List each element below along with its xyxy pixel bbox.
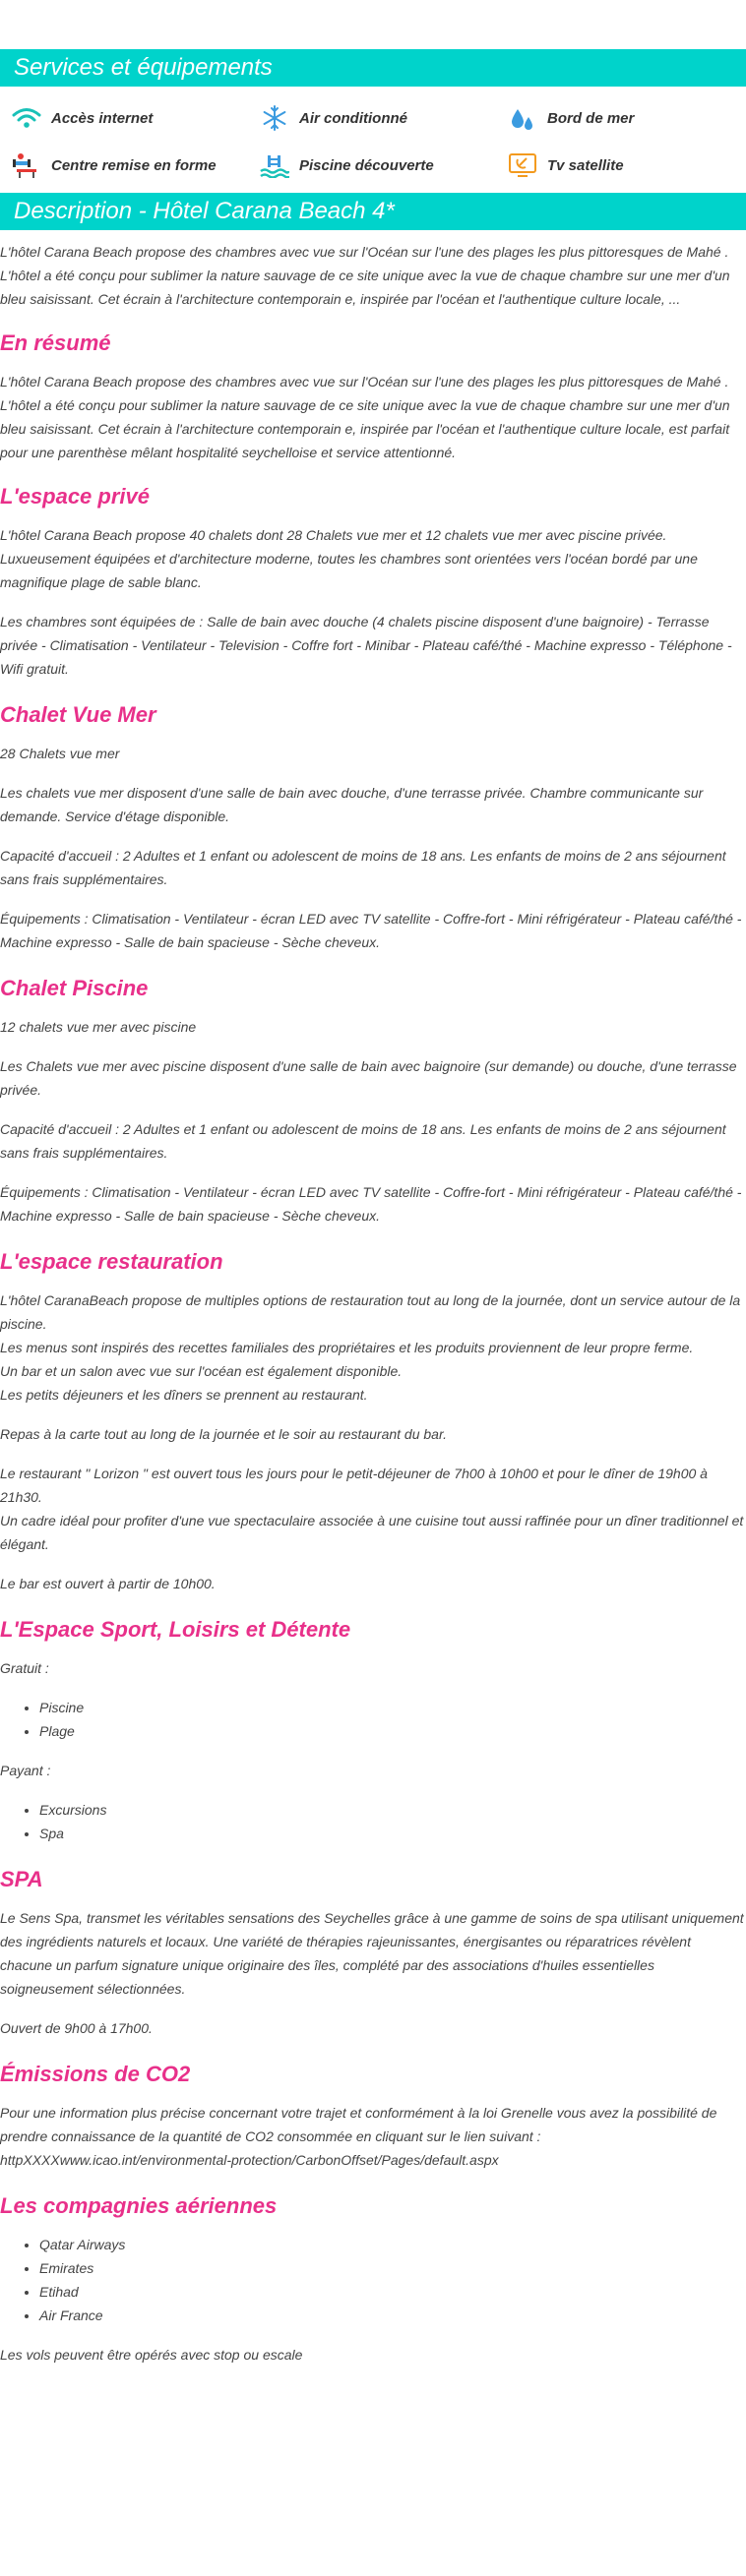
snowflake-icon [258, 102, 291, 134]
restauration-line: L'hôtel CaranaBeach propose de multiples options de restauration tout au long de la journée, dont un service autour de la piscine. [0, 1292, 741, 1332]
co2-link[interactable]: httpXXXXwww.icao.int/environmental-protection/CarbonOffset/Pages/default.aspx [0, 2152, 499, 2168]
restauration-paragraph: Le bar est ouvert à partir de 10h00. [0, 1576, 216, 1591]
satellite-tv-icon [506, 150, 539, 181]
description-content [0, 240, 746, 2366]
section-title-chalet-vue-mer: Chalet Vue Mer [0, 702, 156, 727]
service-label: Tv satellite [547, 156, 624, 174]
page [0, 49, 746, 2366]
service-label: Accès internet [51, 109, 154, 127]
wifi-icon [10, 102, 43, 134]
list-item: • Spa [39, 1822, 746, 1845]
list-item: • Qatar Airways [39, 2233, 746, 2256]
chalet-vue-mer-paragraph: Équipements : Climatisation - Ventilateur - écran LED avec TV satellite - Coffre-fort - Mini réfrigérateur - Plateau café/thé - Machine expresso - Salle de bain spacieuse - Sèche cheveux. [0, 911, 742, 950]
list-item: • Etihad [39, 2280, 746, 2304]
list-item: • Plage [39, 1719, 746, 1743]
services-title: Services et équipements [14, 54, 273, 81]
service-outdoor-pool [258, 150, 504, 181]
description-paragraph: L'hôtel a été conçu pour sublimer la nature sauvage de ce site unique avec la vue de chaque chambre sur une mer d'un bleu saisissant. Cet écrain à l'architecture contemporain e, inspirée par l'océan et l'authentique culture locale, ... [0, 268, 730, 307]
list-item: • Air France [39, 2304, 746, 2327]
outdoor-pool-icon [258, 150, 291, 181]
service-fitness [10, 150, 256, 181]
resume-paragraph: L'hôtel Carana Beach propose des chambres avec vue sur l'Océan sur l'une des plages les plus pittoresques de Mahé . [0, 374, 729, 389]
description-paragraph: L'hôtel Carana Beach propose des chambres avec vue sur l'Océan sur l'une des plages les plus pittoresques de Mahé . [0, 244, 729, 260]
chalet-piscine-paragraph: Équipements : Climatisation - Ventilateur - écran LED avec TV satellite - Coffre-fort - Mini réfrigérateur - Plateau café/thé - Machine expresso - Salle de bain spacieuse - Sèche cheveux. [0, 1184, 742, 1224]
section-title-sport: L'Espace Sport, Loisirs et Détente [0, 1617, 351, 1642]
espace-prive-paragraph: L'hôtel Carana Beach propose 40 chalets dont 28 Chalets vue mer et 12 chalets vue mer avec piscine privée. Luxueusement équipées et d'architecture moderne, toutes les chambres sont orientées vers l'océan bordé par une magnifique plage de sable blanc. [0, 527, 698, 590]
sport-payant-list [0, 1798, 746, 1845]
chalet-piscine-paragraph: Capacité d'accueil : 2 Adultes et 1 enfant ou adolescent de moins de 18 ans. Les enfants de moins de 2 ans séjournent sans frais supplémentaires. [0, 1121, 726, 1161]
section-title-espace-prive: L'espace privé [0, 484, 150, 509]
description-banner [0, 193, 746, 230]
restauration-line: Les petits déjeuners et les dîners se prennent au restaurant. [0, 1387, 368, 1403]
list-item: • Piscine [39, 1696, 746, 1719]
restauration-line: Les menus sont inspirés des recettes familiales des propriétaires et les produits proviennent de leur propre ferme. [0, 1340, 694, 1355]
service-label: Piscine découverte [299, 156, 434, 174]
sport-gratuit-list [0, 1696, 746, 1743]
description-title: Description - Hôtel Carana Beach 4* [14, 198, 395, 224]
service-label: Bord de mer [547, 109, 635, 127]
section-title-spa: SPA [0, 1867, 43, 1891]
water-drops-icon [506, 102, 539, 134]
chalet-piscine-paragraph: Les Chalets vue mer avec piscine disposent d'une salle de bain avec baignoire (sur demande) ou douche, d'une terrasse privée. [0, 1058, 737, 1098]
service-label: Centre remise en forme [51, 156, 217, 174]
section-title-co2: Émissions de CO2 [0, 2062, 191, 2086]
service-internet [10, 102, 256, 134]
spa-paragraph: Ouvert de 9h00 à 17h00. [0, 2020, 153, 2036]
restauration-line: Un bar et un salon avec vue sur l'océan est également disponible. [0, 1363, 403, 1379]
service-seaside [506, 102, 746, 134]
co2-paragraph: Pour une information plus précise concernant votre trajet et conformément à la loi Grenelle vous avez la possibilité de prendre connaissance de la quantité de CO2 consommée en cliquant sur le lien suivant : [0, 2105, 717, 2144]
section-title-restauration: L'espace restauration [0, 1249, 223, 1274]
service-air-conditioning [258, 102, 504, 134]
espace-prive-paragraph: Les chambres sont équipées de : Salle de bain avec douche (4 chalets piscine disposent d'une baignoire) - Terrasse privée - Climatisation - Ventilateur - Television - Coffre fort - Minibar - Plateau café/thé - Machine expresso - Téléphone - Wifi gratuit. [0, 614, 732, 677]
chalet-vue-mer-paragraph: 28 Chalets vue mer [0, 746, 120, 761]
spa-paragraph: Le Sens Spa, transmet les véritables sensations des Seychelles grâce à une gamme de soins de spa utilisant uniquement des ingrédients naturels et locaux. Une variété de thérapies rajeunissantes, énergisantes ou réparatrices révèlent chacune un parfum signature unique originaire des îles, complété par des associations d'huiles essentielles soigneusement sélectionnées. [0, 1910, 744, 1997]
restauration-line: Un cadre idéal pour profiter d'une vue spectaculaire associée à une cuisine tout aussi raffinée pour un dîner traditionnel et élégant. [0, 1513, 744, 1552]
sport-gratuit-label: Gratuit : [0, 1660, 49, 1676]
restauration-line: Le restaurant " Lorizon " est ouvert tous les jours pour le petit-déjeuner de 7h00 à 10h00 et pour le dîner de 19h00 à 21h30. [0, 1466, 708, 1505]
airlines-note: Les vols peuvent être opérés avec stop ou escale [0, 2347, 303, 2363]
section-title-resume: En résumé [0, 330, 111, 355]
services-grid [0, 87, 746, 191]
section-title-airlines: Les compagnies aériennes [0, 2193, 278, 2218]
chalet-vue-mer-paragraph: Capacité d'accueil : 2 Adultes et 1 enfant ou adolescent de moins de 18 ans. Les enfants de moins de 2 ans séjournent sans frais supplémentaires. [0, 848, 726, 887]
chalet-piscine-paragraph: 12 chalets vue mer avec piscine [0, 1019, 197, 1035]
service-satellite-tv [506, 150, 746, 181]
sport-payant-label: Payant : [0, 1763, 51, 1778]
resume-paragraph: L'hôtel a été conçu pour sublimer la nature sauvage de ce site unique avec la vue de chaque chambre sur une mer d'un bleu saisissant. Cet écrain à l'architecture contemporain e, inspirée par l'océan et l'authentique culture locale, est parfait pour une parenthèse mêlant hospitalité seychelloise et service attentionné. [0, 397, 730, 460]
chalet-vue-mer-paragraph: Les chalets vue mer disposent d'une salle de bain avec douche, d'une terrasse privée. Chambre communicante sur demande. Service d'étage disponible. [0, 785, 704, 824]
list-item: • Excursions [39, 1798, 746, 1822]
section-title-chalet-piscine: Chalet Piscine [0, 976, 149, 1000]
services-banner [0, 49, 746, 87]
list-item: • Emirates [39, 2256, 746, 2280]
airlines-list [0, 2233, 746, 2327]
service-label: Air conditionné [299, 109, 407, 127]
restauration-paragraph: Repas à la carte tout au long de la journée et le soir au restaurant du bar. [0, 1426, 447, 1442]
fitness-center-icon [10, 150, 43, 181]
